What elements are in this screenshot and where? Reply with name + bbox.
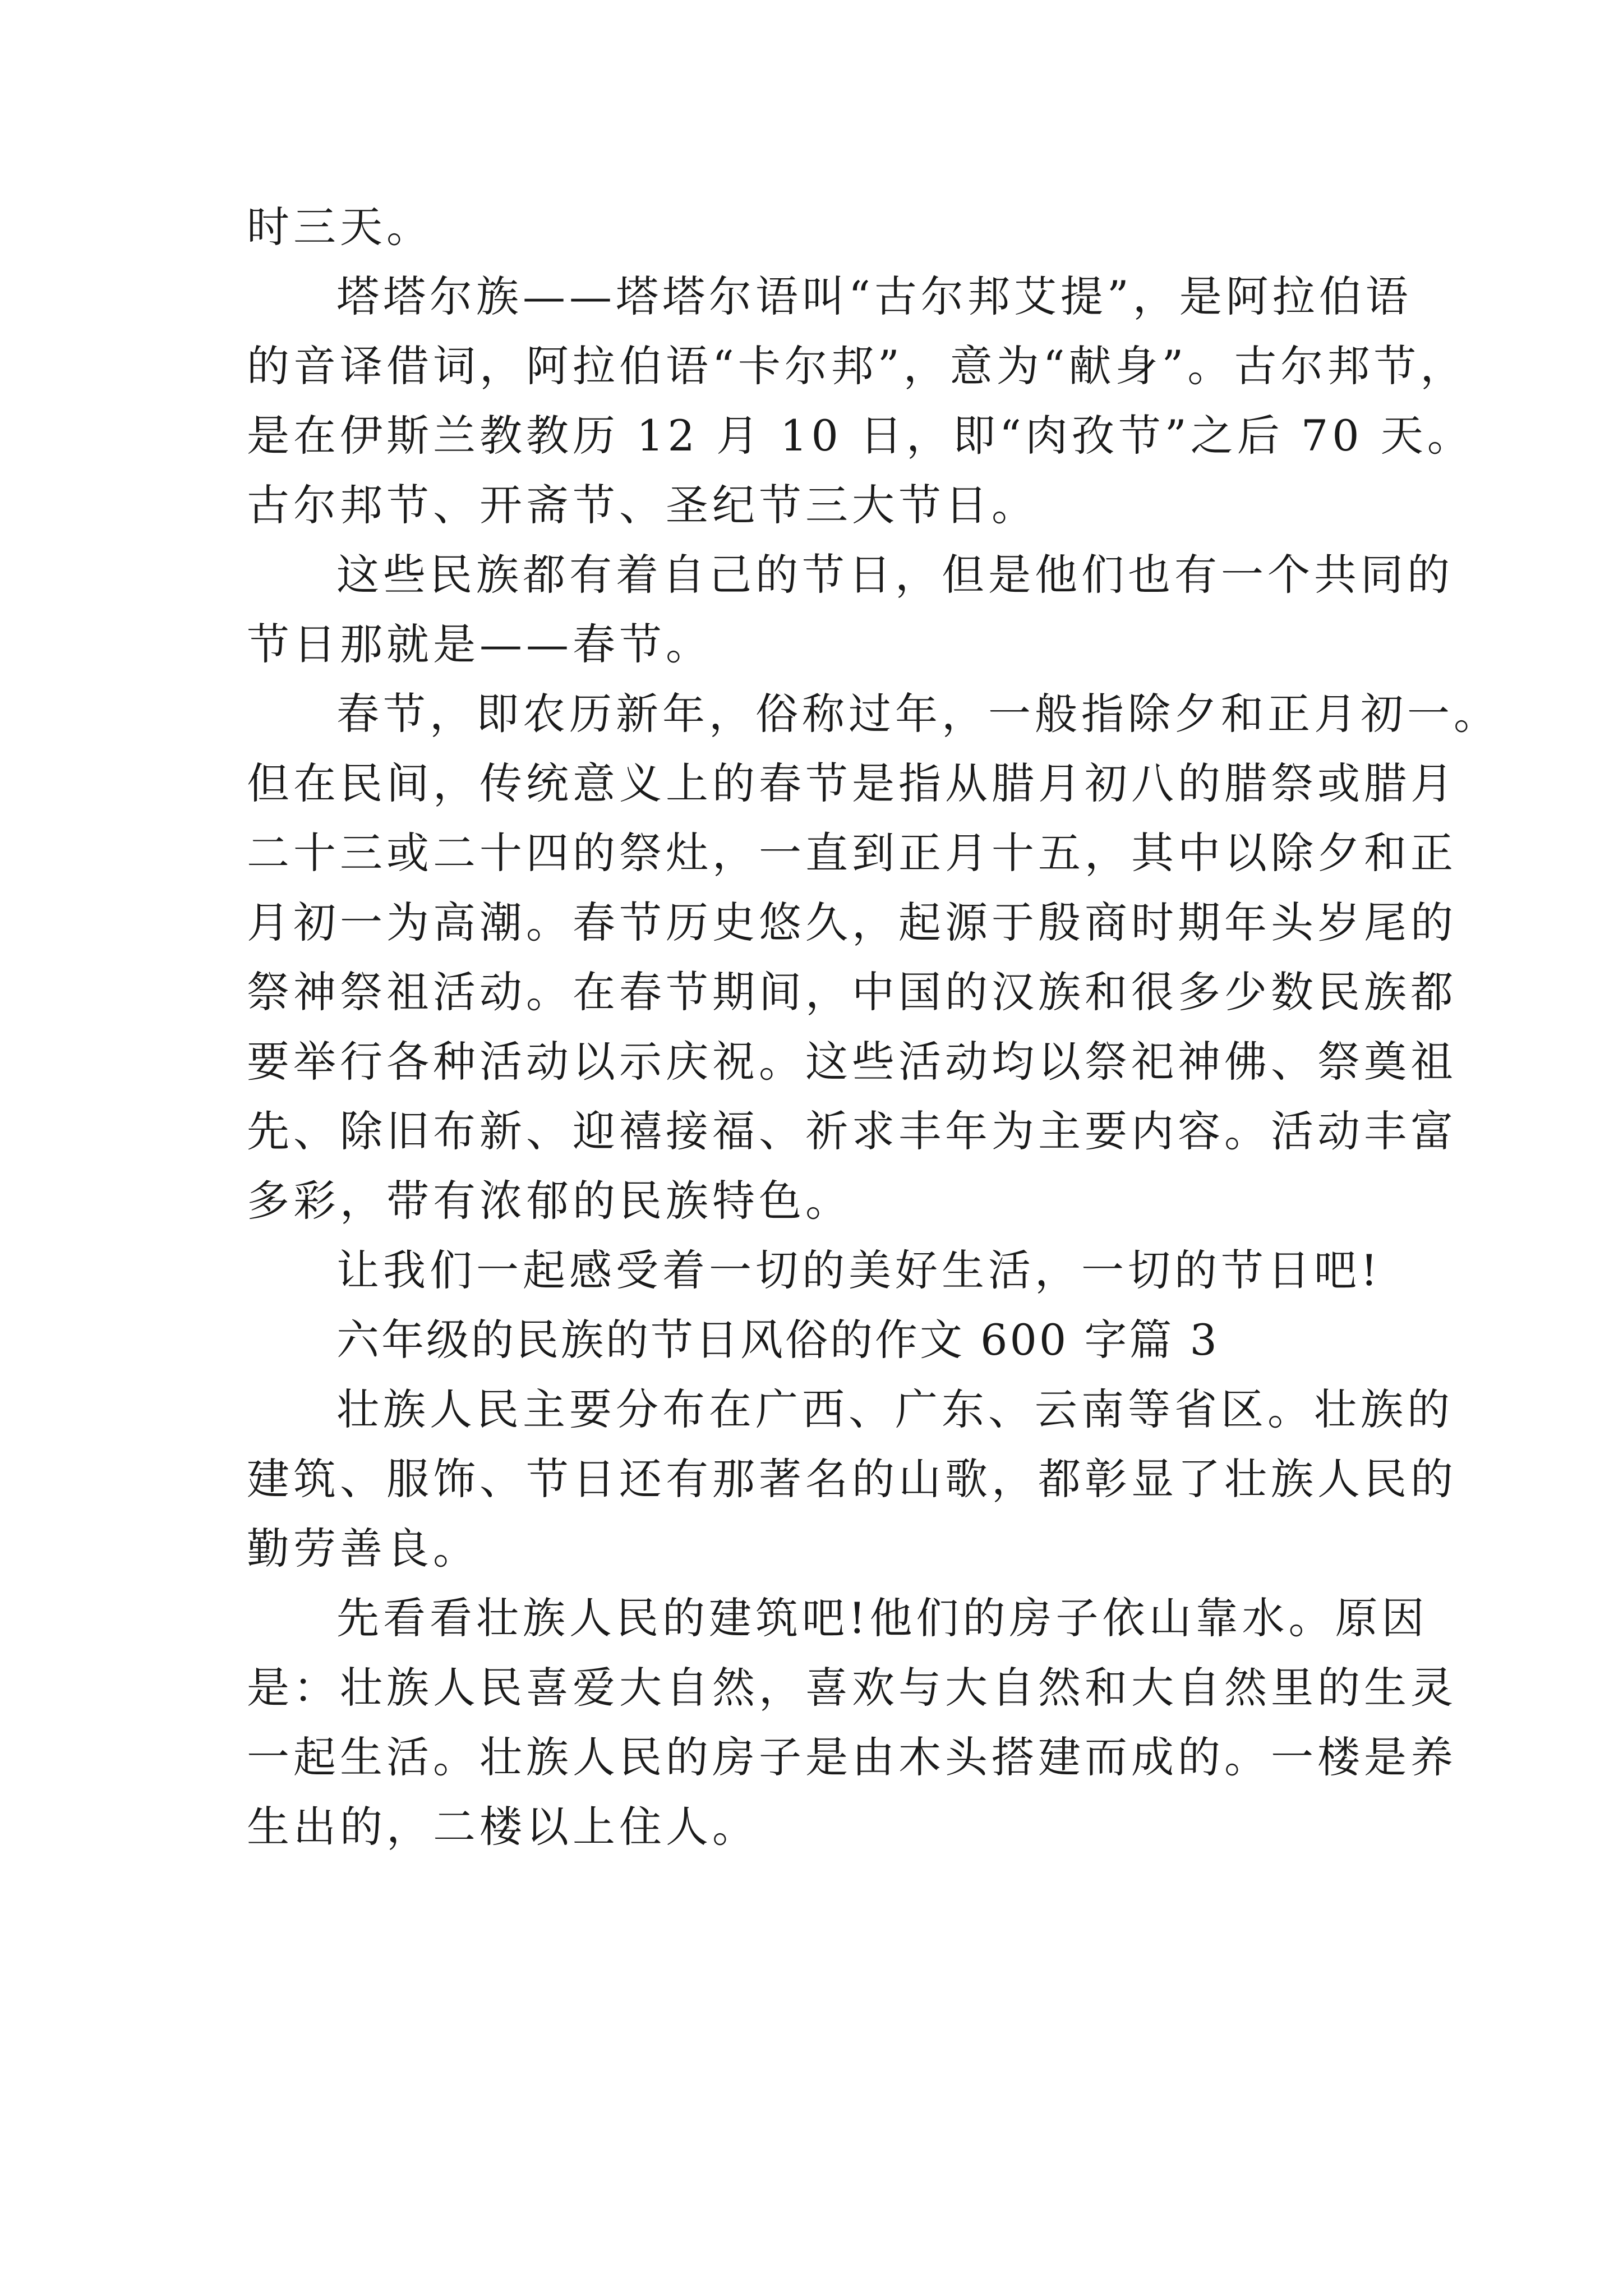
- text-line: 建筑、服饰、节日还有那著名的山歌，都彰显了壮族人民的: [247, 1454, 1457, 1504]
- text-line: 生出的，二楼以上住人。: [247, 1802, 759, 1852]
- text-line: 这些民族都有着自己的节日，但是他们也有一个共同的: [336, 550, 1454, 600]
- text-line: 时三天。: [247, 202, 433, 252]
- text-line: 祭神祭祖活动。在春节期间，中国的汉族和很多少数民族都: [247, 967, 1457, 1017]
- text-line: 勤劳善良。: [247, 1524, 479, 1573]
- text-line: 春节，即农历新年，俗称过年，一般指除夕和正月初一。: [336, 689, 1500, 739]
- text-line: 先看看壮族人民的建筑吧!他们的房子依山靠水。原因: [336, 1593, 1428, 1643]
- text-line: 壮族人民主要分布在广西、广东、云南等省区。壮族的: [336, 1384, 1454, 1434]
- text-line: 古尔邦节、开斋节、圣纪节三大节日。: [247, 480, 1038, 530]
- text-line: 但在民间，传统意义上的春节是指从腊月初八的腊祭或腊月: [247, 758, 1457, 808]
- text-line: 二十三或二十四的祭灶，一直到正月十五，其中以除夕和正: [247, 828, 1457, 878]
- section-heading: 六年级的民族的节日风俗的作文 600 字篇 3: [336, 1315, 1219, 1365]
- text-line: 一起生活。壮族人民的房子是由木头搭建而成的。一楼是养: [247, 1732, 1457, 1782]
- text-line: 的音译借词，阿拉伯语“卡尔邦”，意为“献身”。古尔邦节，: [247, 341, 1467, 391]
- text-line: 多彩，带有浓郁的民族特色。: [247, 1176, 852, 1226]
- text-line: 是：壮族人民喜爱大自然，喜欢与大自然和大自然里的生灵: [247, 1663, 1457, 1713]
- text-line: 塔塔尔族——塔塔尔语叫“古尔邦艾提”，是阿拉伯语: [336, 272, 1412, 321]
- text-line: 是在伊斯兰教教历 12 月 10 日，即“肉孜节”之后 70 天。: [247, 411, 1474, 461]
- text-line: 让我们一起感受着一切的美好生活，一切的节日吧!: [336, 1245, 1382, 1295]
- text-line: 月初一为高潮。春节历史悠久，起源于殷商时期年头岁尾的: [247, 898, 1457, 947]
- text-line: 节日那就是——春节。: [247, 619, 712, 669]
- text-line: 要举行各种活动以示庆祝。这些活动均以祭祀神佛、祭奠祖: [247, 1037, 1457, 1087]
- text-line: 先、除旧布新、迎禧接福、祈求丰年为主要内容。活动丰富: [247, 1106, 1457, 1156]
